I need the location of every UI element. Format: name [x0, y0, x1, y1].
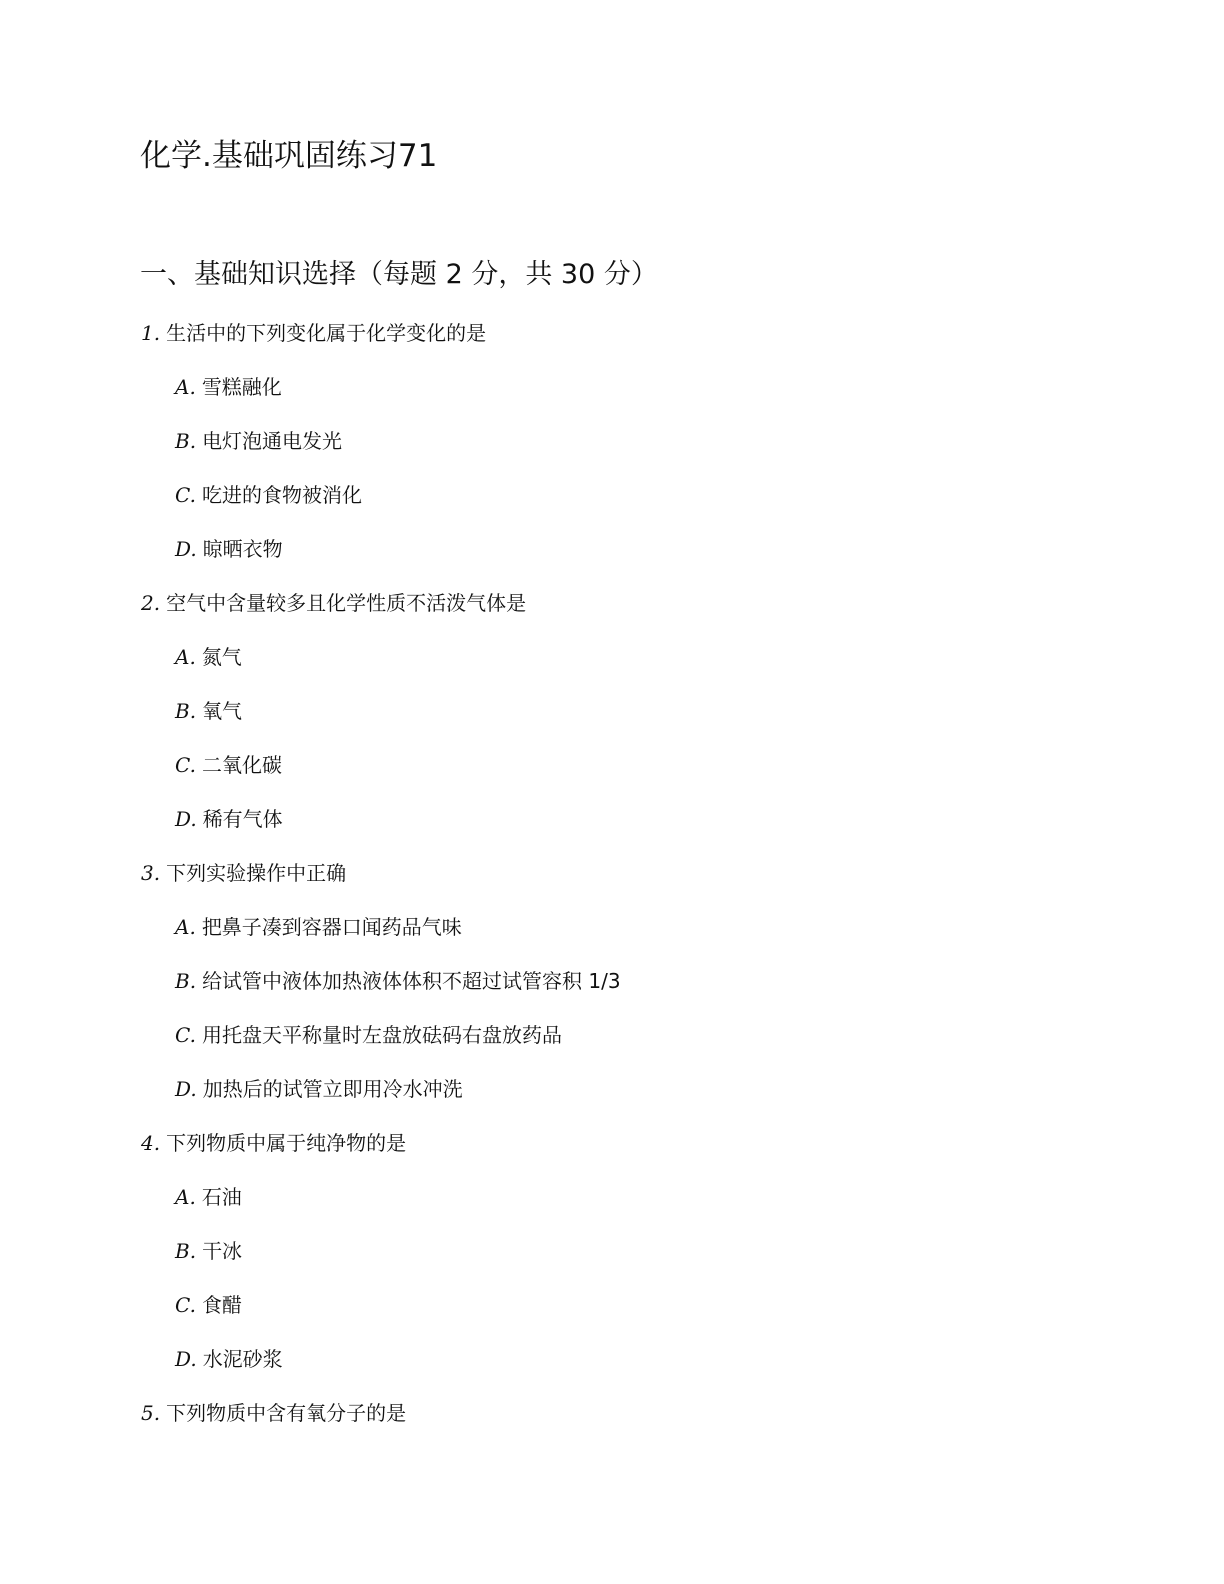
question-2-option-a [175, 643, 242, 671]
question-3-option-b [175, 967, 621, 995]
question-4-option-a [175, 1183, 242, 1211]
question-text: 下列物质中含有氧分子的是 [166, 1401, 407, 1425]
option-text: 石油 [201, 1185, 242, 1209]
question-4-option-d [175, 1345, 283, 1373]
option-text: 氮气 [201, 645, 242, 669]
question-number: 4. [141, 1131, 161, 1155]
question-text: 生活中的下列变化属于化学变化的是 [166, 321, 487, 345]
question-1-option-d [175, 535, 283, 563]
option-letter: A. [175, 375, 196, 399]
option-letter: C. [175, 483, 196, 507]
question-4 [141, 1129, 406, 1157]
option-letter: B. [175, 699, 197, 723]
question-1-option-b [175, 427, 342, 455]
question-3-option-d [175, 1075, 463, 1103]
option-text: 给试管中液体加热液体体积不超过试管容积 1/3 [202, 969, 621, 993]
option-letter: A. [175, 1185, 196, 1209]
option-text: 电灯泡通电发光 [202, 429, 343, 453]
question-2-option-b [175, 697, 242, 725]
option-letter: D. [175, 537, 197, 561]
page-title: 化学.基础巩固练习71 [140, 138, 438, 174]
question-3 [141, 859, 346, 887]
option-text: 晾晒衣物 [202, 537, 283, 561]
question-4-option-c [175, 1291, 242, 1319]
question-4-option-b [175, 1237, 242, 1265]
option-letter: D. [175, 1347, 197, 1371]
option-text: 用托盘天平称量时左盘放砝码右盘放药品 [201, 1023, 562, 1047]
question-text: 下列实验操作中正确 [166, 861, 347, 885]
option-text: 二氧化碳 [201, 753, 282, 777]
option-letter: B. [175, 429, 197, 453]
question-3-option-a [175, 913, 462, 941]
question-number: 3. [141, 861, 161, 885]
option-text: 加热后的试管立即用冷水冲洗 [202, 1077, 463, 1101]
question-text: 空气中含量较多且化学性质不活泼气体是 [166, 591, 527, 615]
option-text: 吃进的食物被消化 [201, 483, 362, 507]
question-3-option-c [175, 1021, 562, 1049]
option-text: 食醋 [201, 1293, 242, 1317]
option-letter: C. [175, 1023, 196, 1047]
question-5 [141, 1399, 406, 1427]
option-letter: B. [175, 1239, 197, 1263]
question-1 [141, 319, 486, 347]
question-number: 2. [141, 591, 161, 615]
question-text: 下列物质中属于纯净物的是 [166, 1131, 407, 1155]
question-number: 5. [141, 1401, 161, 1425]
option-letter: A. [175, 645, 196, 669]
option-letter: D. [175, 807, 197, 831]
question-2 [141, 589, 526, 617]
option-text: 雪糕融化 [201, 375, 282, 399]
question-2-option-d [175, 805, 283, 833]
option-text: 水泥砂浆 [202, 1347, 283, 1371]
option-text: 稀有气体 [202, 807, 283, 831]
question-1-option-c [175, 481, 362, 509]
option-text: 把鼻子凑到容器口闻药品气味 [201, 915, 462, 939]
option-letter: C. [175, 753, 196, 777]
option-letter: A. [175, 915, 196, 939]
option-text: 干冰 [202, 1239, 243, 1263]
section-heading: 一、基础知识选择（每题 2 分，共 30 分） [140, 259, 658, 290]
option-letter: C. [175, 1293, 196, 1317]
option-letter: B. [175, 969, 197, 993]
option-letter: D. [175, 1077, 197, 1101]
question-1-option-a [175, 373, 282, 401]
option-text: 氧气 [202, 699, 243, 723]
question-2-option-c [175, 751, 282, 779]
question-number: 1. [141, 321, 161, 345]
